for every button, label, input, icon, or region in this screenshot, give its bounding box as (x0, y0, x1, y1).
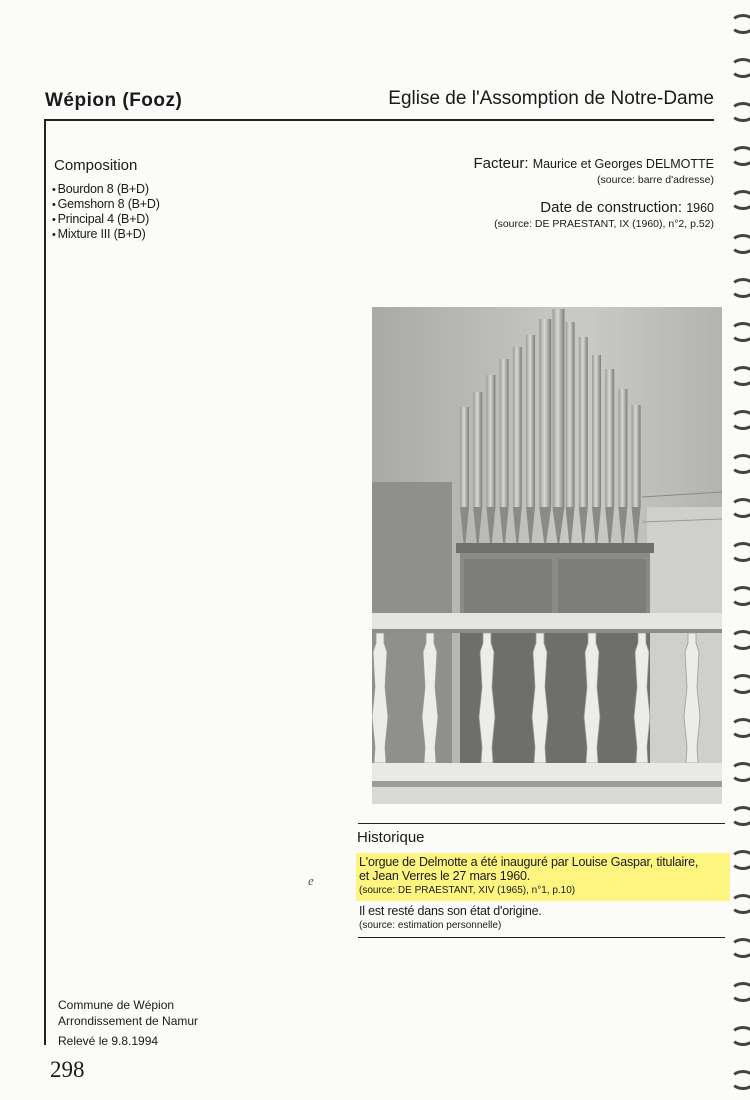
baluster (479, 633, 495, 763)
construction-source: (source: DE PRAESTANT, IX (1960), n°2, p.52) (494, 218, 714, 230)
stop-item: • Gemshorn 8 (B+D) (52, 197, 160, 212)
binding-coil (730, 146, 750, 166)
hist-line-3: Il est resté dans son état d'origine. (359, 904, 542, 918)
binding-coil (730, 58, 750, 78)
binding-coil (730, 542, 750, 562)
binding-coil (730, 454, 750, 474)
organ-pipe (618, 389, 627, 507)
construction-line (540, 199, 714, 216)
baluster (584, 633, 600, 763)
builder-source: (source: barre d'adresse) (597, 174, 714, 186)
hist-divider-bottom (358, 937, 725, 938)
binding-coil (730, 894, 750, 914)
place-name: Wépion (Fooz) (45, 90, 183, 111)
builder-value: Maurice et Georges DELMOTTE (532, 157, 714, 171)
historique-title: Historique (357, 829, 425, 846)
binding-coil (730, 982, 750, 1002)
footer-commune: Commune de Wépion (58, 998, 175, 1012)
footer-arrondissement: Arrondissement de Namur (58, 1014, 199, 1028)
organ-pipe (579, 337, 588, 507)
baluster (634, 633, 650, 763)
baluster (422, 633, 438, 763)
footer-releve: Relevé le 9.8.1994 (58, 1034, 159, 1048)
hist-line-2: et Jean Verres le 27 mars 1960. (359, 869, 530, 883)
organ-pipe (552, 309, 564, 507)
hist-source-1: (source: DE PRAESTANT, XIV (1965), n°1, p.10) (359, 885, 576, 896)
binding-coil (730, 14, 750, 34)
organ-pipe (632, 405, 641, 507)
binding-coil (730, 234, 750, 254)
organ-pipe (486, 375, 495, 507)
binding-coil (730, 1070, 750, 1090)
binding-coil (730, 1026, 750, 1046)
page-number: 298 (50, 1057, 85, 1082)
left-margin-rule (44, 120, 46, 1045)
stop-item: • Mixture III (B+D) (52, 227, 160, 242)
binding-coil (730, 850, 750, 870)
binding-coil (730, 410, 750, 430)
organ-photo (372, 307, 722, 804)
builder-line (473, 155, 714, 172)
binding-coil (730, 806, 750, 826)
binding-coil (730, 322, 750, 342)
binding-coil (730, 718, 750, 738)
stop-item: • Bourdon 8 (B+D) (52, 182, 160, 197)
organ-pipe (566, 322, 575, 507)
composition-title: Composition (54, 157, 138, 174)
hist-source-2: (source: estimation personnelle) (359, 920, 502, 931)
church-name: Eglise de l'Assomption de Notre-Dame (388, 88, 714, 109)
construction-label: Date de construction: (540, 199, 683, 216)
organ-pipe (539, 319, 551, 507)
binding-coil (730, 762, 750, 782)
handwritten-mark: e (308, 873, 314, 888)
binding-coil (730, 102, 750, 122)
stop-item: • Principal 4 (B+D) (52, 212, 160, 227)
organ-pipe (526, 335, 535, 507)
binding-coil (730, 938, 750, 958)
organ-pipe (605, 369, 614, 507)
baluster (684, 633, 700, 763)
binding-coil (730, 586, 750, 606)
binding-coil (730, 498, 750, 518)
organ-pipe (500, 359, 509, 507)
baluster (372, 633, 388, 763)
binding-coil (730, 674, 750, 694)
organ-pipe (473, 392, 482, 507)
organ-pipe (513, 347, 522, 507)
organ-pipe (460, 407, 469, 507)
construction-value: 1960 (686, 201, 714, 215)
binding-coil (730, 190, 750, 210)
binding-coil (730, 630, 750, 650)
organ-pipe (592, 355, 601, 507)
hist-line-1: L'orgue de Delmotte a été inauguré par Louise Gaspar, titulaire, (359, 855, 699, 869)
binding-coil (730, 366, 750, 386)
header-divider (44, 119, 714, 121)
builder-label: Facteur: (473, 155, 529, 172)
baluster (532, 633, 548, 763)
binding-coil (730, 278, 750, 298)
organ-drawing (372, 307, 722, 804)
hist-divider-top (358, 823, 725, 824)
composition-list (52, 182, 160, 242)
